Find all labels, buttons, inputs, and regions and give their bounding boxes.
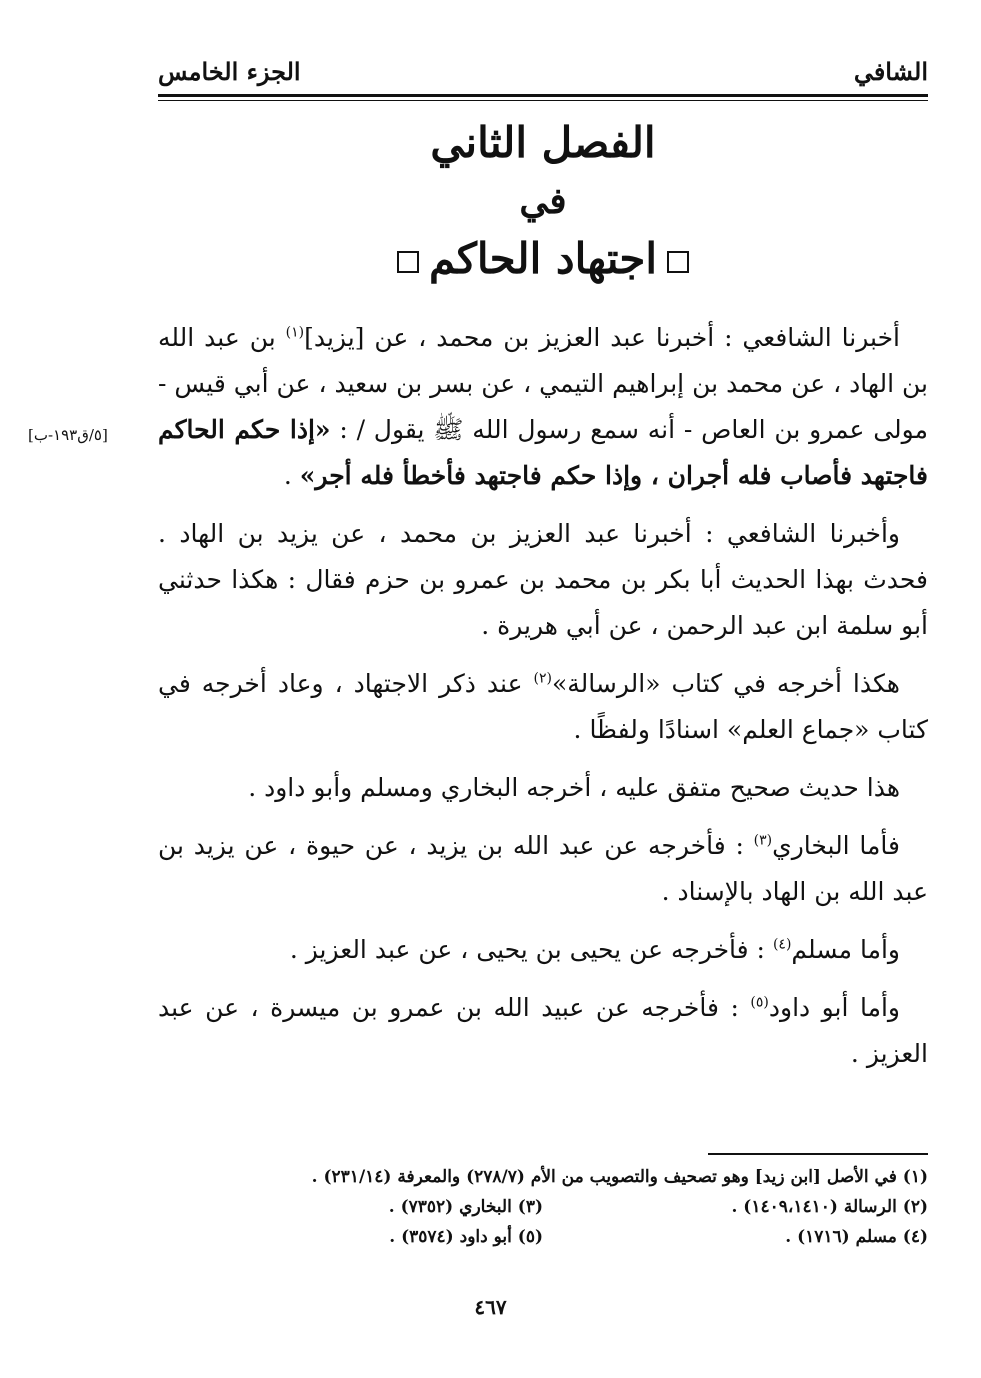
p3-text-a: هكذا أخرجه في كتاب «الرسالة» [551,669,900,698]
page-number: ٤٦٧ [474,1295,507,1319]
main-text [158,315,928,1089]
paragraph-2: وأخبرنا الشافعي : أخبرنا عبد العزيز بن محمد ، عن يزيد بن الهاد . فحدث بهذا الحديث أبا بكر بن محمد بن عمرو بن حزم فقال : هكذا حدثني أبو سلمة ابن عبد الرحمن ، عن أبي هريرة . [158,519,928,640]
footnotes [158,1162,928,1252]
p5-text-a: فأما البخاري [772,831,900,860]
header-volume: الجزء الخامس [158,56,301,86]
footnote-ref-1[interactable]: (١) [285,324,305,341]
footnote-ref-4[interactable]: (٤) [772,936,792,953]
p5-text-b: : فأخرجه عن عبد الله بن يزيد ، عن حيوة ، عن يزيد بن عبد الله بن الهاد بالإسناد . [158,831,928,906]
paragraph-5 [158,823,928,915]
paragraph-3 [158,661,928,753]
header-book-title: الشافي [853,56,928,86]
chapter-title [158,112,928,290]
p6-text-a: وأما مسلم [791,935,900,964]
p1-end: . [283,461,300,490]
p7-text-a: وأما أبو داود [768,993,900,1022]
footnote-row-3 [158,1222,928,1252]
footnote-5: (٥) أبو داود (٣٥٧٤) . [389,1227,543,1247]
paragraph-6 [158,927,928,973]
chapter-title-line-3: اجتهاد الحاكم [428,234,658,283]
square-ornament-icon [667,251,689,273]
footnote-ref-3[interactable]: (٣) [753,832,773,849]
chapter-title-line-1: الفصل الثاني [430,118,656,167]
footnote-2: (٢) الرسالة (١٤٠٩،١٤١٠) . [731,1197,928,1217]
margin-manuscript-ref: [٥/ق١٩٣-ب] [28,426,108,444]
footnote-row-2 [158,1192,928,1222]
footnote-4: (٤) مسلم (١٧١٦) . [785,1227,928,1247]
p1-text-b: بن عبد الله بن الهاد ، عن محمد بن إبراهيم التيمي ، عن بسر بن سعيد ، عن أبي قيس - مولى عمرو بن العاص - أنه سمع رسول الله ﷺ يقول / : [158,323,928,444]
footnote-1: (١) في الأصل [ابن زيد] وهو تصحيف والتصويب من الأم (٢٧٨/٧) والمعرفة (٢٣١/١٤) . [311,1167,928,1187]
p7-text-b: : فأخرجه عن عبيد الله بن عمرو بن ميسرة ، عن عبد العزيز . [158,993,928,1068]
chapter-title-line-3-wrap [158,228,928,290]
footnote-3: (٣) البخاري (٧٣٥٢) . [388,1197,543,1217]
hadith-text: «إذا حكم الحاكم فاجتهد فأصاب فله أجران ، وإذا حكم فاجتهد فأخطأ فله أجر» [158,415,928,490]
footnote-ref-2[interactable]: (٢) [533,670,552,687]
p6-text-b: : فأخرجه عن يحيى بن يحيى ، عن عبد العزيز . [289,935,773,964]
footnote-ref-5[interactable]: (٥) [750,994,769,1011]
p3-text-b: عند ذكر الاجتهاد ، وعاد أخرجه في كتاب «جماع العلم» اسنادًا ولفظًا . [158,669,928,744]
footnote-divider [708,1153,928,1155]
square-ornament-icon [397,251,419,273]
paragraph-1 [158,315,928,499]
paragraph-7 [158,985,928,1077]
running-header [158,48,928,97]
chapter-title-line-2: في [519,180,567,222]
paragraph-4: هذا حديث صحيح متفق عليه ، أخرجه البخاري ومسلم وأبو داود . [248,773,900,802]
p1-text-a: أخبرنا الشافعي : أخبرنا عبد العزيز بن محمد ، عن [يزيد] [304,323,900,352]
